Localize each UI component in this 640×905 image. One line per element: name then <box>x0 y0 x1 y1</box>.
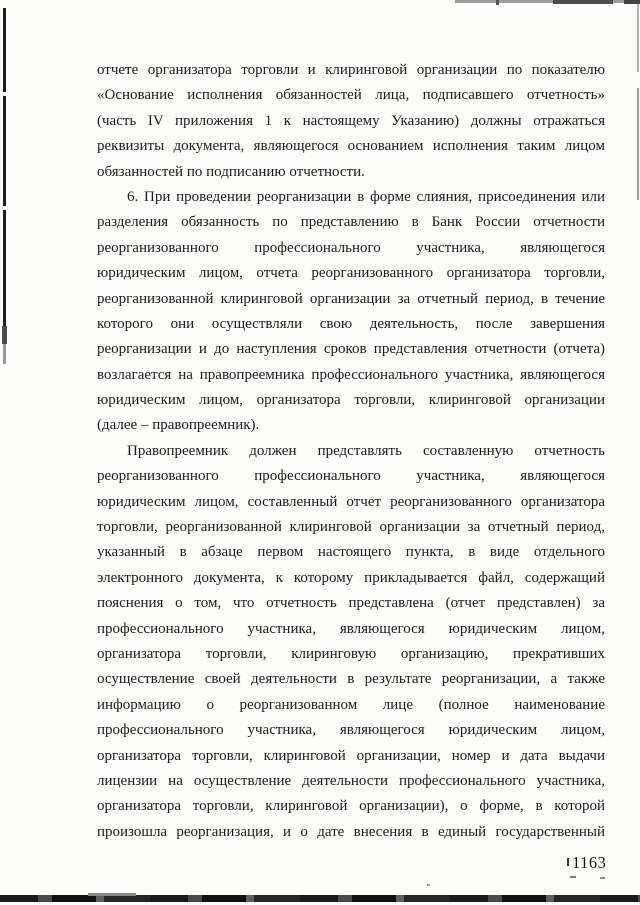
text-line: юридическим лицом, организатора торговли, клиринговой организации <box>97 392 605 409</box>
scan-speck <box>600 877 605 879</box>
text-line: осуществление своей деятельности в результате реорганизации, а также <box>97 671 605 688</box>
text-line: произошла реорганизация, и о дате внесения в единый государственный <box>97 823 605 840</box>
text-line: обязанностей по подписанию отчетности. <box>97 163 365 180</box>
text-line: указанный в абзаце первом настоящего пункта, в виде отдельного <box>97 544 605 561</box>
text-line: организатора торговли, клиринговую организацию, прекративших <box>97 645 605 662</box>
text-line: профессионального участника, являющегося юридическим лицом, <box>97 722 605 739</box>
scan-edge-bottom-bar <box>0 895 640 902</box>
scan-edge-top-tick <box>496 0 499 5</box>
text-line: возлагается на правопреемника профессионального участника, являющегося <box>97 366 605 383</box>
text-line: юридическим лицом, отчета реорганизованного организатора торговли, <box>97 265 605 282</box>
scan-edge-left-line <box>3 8 6 330</box>
scan-edge-bottom-patch <box>88 893 136 896</box>
text-line: реорганизованного профессионального участника, являющегося <box>97 239 605 256</box>
text-line: реорганизованной клиринговой организации за отчетный период, в течение <box>97 290 605 307</box>
scan-speck <box>427 884 430 886</box>
text-line: организатора торговли, клиринговой организации), о форме, в которой <box>97 798 605 815</box>
text-line: электронного документа, к которому прикладывается файл, содержащий <box>97 569 605 586</box>
paragraph <box>97 185 605 439</box>
text-line: Правопреемник должен представлять составленную отчетность <box>127 442 605 459</box>
scan-edge-top-bar-dark <box>553 0 613 4</box>
text-line: реквизиты документа, являющегося основанием исполнения таким лицом <box>97 138 605 155</box>
scan-speck <box>567 858 569 866</box>
document-text-block <box>97 58 605 845</box>
text-line: разделения обязанность по представлению в Банк России отчетности <box>97 214 605 231</box>
scan-edge-right-line <box>637 4 639 72</box>
text-line: торговли, реорганизованной клиринговой организации за отчетный период, <box>97 519 605 536</box>
scan-edge-left-fade <box>3 344 6 364</box>
text-line: лицензии на осуществление деятельности профессионального участника, <box>97 772 605 789</box>
text-line: (далее – правопреемник). <box>97 417 260 434</box>
text-line: (часть IV приложения 1 к настоящему Указанию) должны отражаться <box>97 112 605 129</box>
text-line: профессионального участника, являющегося юридическим лицом, <box>97 620 605 637</box>
text-line: «Основание исполнения обязанностей лица, подписавшего отчетность» <box>97 87 605 104</box>
text-line: отчете организатора торговли и клиринговой организации по показателю <box>97 62 605 78</box>
paragraph <box>97 58 605 185</box>
page-number: 1163 <box>572 853 607 872</box>
scan-speck <box>570 876 576 878</box>
scan-edge-right-line <box>637 88 639 200</box>
paragraph <box>97 439 605 845</box>
scan-edge-left-gap <box>2 92 8 96</box>
text-line: 6. При проведении реорганизации в форме слияния, присоединения или <box>127 188 605 205</box>
text-line: организатора торговли, клиринговой организации, номер и дата выдачи <box>97 747 605 764</box>
scan-edge-left-gap <box>2 206 8 210</box>
text-line: реорганизованного профессионального участника, являющегося <box>97 468 605 485</box>
text-line: юридическим лицом, составленный отчет реорганизованного организатора <box>97 493 605 510</box>
text-line: информацию о реорганизованном лице (полное наименование <box>97 696 605 713</box>
scan-edge-left-blob <box>2 326 7 344</box>
text-line: реорганизации и до наступления сроков представления отчетности (отчета) <box>97 341 605 358</box>
text-line: пояснения о том, что отчетность представлена (отчет представлен) за <box>97 595 605 612</box>
text-line: которого они осуществляли свою деятельность, после завершения <box>97 315 605 332</box>
